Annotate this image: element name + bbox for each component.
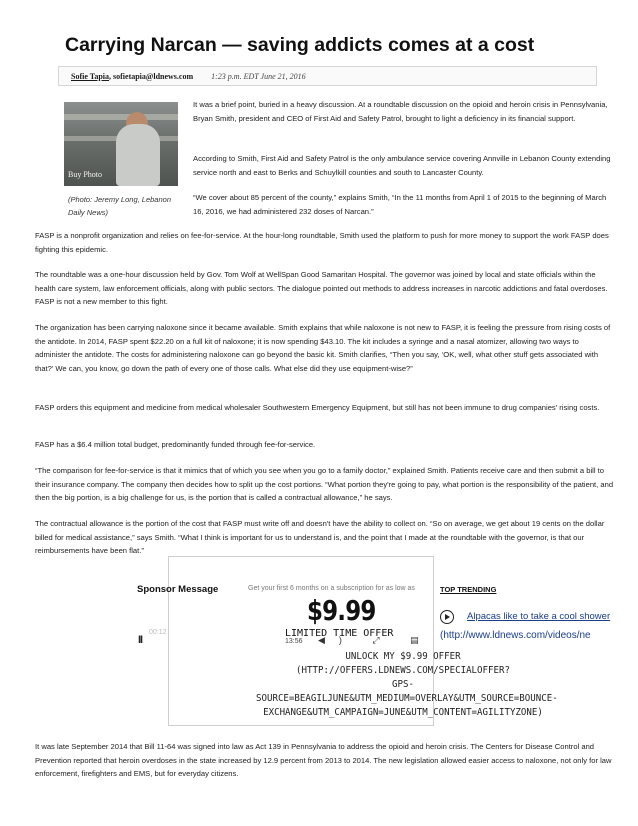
- unlock-offer-link[interactable]: [256, 650, 558, 720]
- trending-video-link[interactable]: Alpacas like to take a cool shower: [467, 611, 611, 622]
- ad-subscription-text: Get your first 6 months on a subscription for as low as: [248, 585, 415, 592]
- body-paragraph: The roundtable was a one-hour discussion held by Gov. Tom Wolf at WellSpan Good Samaritan Hospital. The governor was joined by local and state officials within the health care system, law enforcement officials, along with public sectors. The dialogue pointed out methods to address increases in narcotic addictions and fatal overdoses. FASP is not a new member to this fight.: [35, 270, 608, 306]
- ad-controls-icons[interactable]: ◀) ⤢ ▤: [318, 635, 433, 645]
- buy-photo-link[interactable]: Buy Photo: [68, 170, 103, 179]
- unlock-line: SOURCE=BEAGILJUNE&UTM_MEDIUM=OVERLAY&UTM_SOURCE=BOUNCE-: [256, 693, 558, 704]
- pause-icon[interactable]: II: [138, 634, 143, 646]
- ad-remaining-time: 13:56: [285, 638, 303, 645]
- top-trending-label[interactable]: TOP TRENDING: [440, 585, 497, 594]
- author-email[interactable]: , sofietapia@ldnews.com: [109, 72, 194, 81]
- intro-paragraph: According to Smith, First Aid and Safety Patrol is the only ambulance service covering Annville in Lebanon County extending service north and east to Berks and Schuylkill counties and south to Lancaster County.: [193, 154, 611, 177]
- unlock-line: UNLOCK MY $9.99 OFFER: [345, 651, 461, 662]
- closing-paragraph: It was late September 2014 that Bill 11-64 was signed into law as Act 139 in Pennsylvania to address the opioid and heroin crisis. The Centers for Disease Control and Prevention reported that heroin overdoses in the state increased by 12.9 percent from 2013 to 2014. The new legislation allowed easier access to naloxone, not only for law enforcement, firefighters and EMS, but for everyday citizens.: [35, 742, 612, 778]
- article-photo[interactable]: [64, 102, 178, 186]
- body-paragraph: FASP is a nonprofit organization and relies on fee-for-service. At the hour-long roundtable, Smith used the platform to push for more money to support the work FASP does fighting this epidemic.: [35, 231, 609, 254]
- publish-date: 1:23 p.m. EDT June 21, 2016: [211, 72, 306, 81]
- body-paragraph: FASP has a $6.4 million total budget, predominantly funded through fee-for-service.: [35, 440, 316, 449]
- play-icon[interactable]: [440, 610, 454, 624]
- body-paragraph: The contractual allowance is the portion of the cost that FASP must write off and doesn't have the ability to collect on. “So on average, we get about 19 cents on the dollar billed for medical assistance,” says Smith. “What I think is important for us to understand is, and the point that I made at the roundtable with the governor, is that our reimbursements have been flat.”: [35, 519, 605, 555]
- author-link[interactable]: Sofie Tapia: [71, 72, 110, 81]
- trending-video-url[interactable]: (http://www.ldnews.com/videos/ne: [440, 630, 591, 641]
- byline: [58, 66, 597, 86]
- sponsor-label: Sponsor Message: [137, 584, 219, 595]
- photo-person-body: [116, 124, 160, 186]
- body-paragraph: FASP orders this equipment and medicine from medical wholesaler Southwestern Emergency Equipment, but still has not been immune to drug companies' rising costs.: [35, 403, 600, 412]
- ad-elapsed-time: 00:12: [149, 629, 167, 636]
- intro-paragraph: It was a brief point, buried in a heavy discussion. At a roundtable discussion on the opioid and heroin crisis in Pennsylvania, Bryan Smith, president and CEO of First Aid and Safety Patrol, brought to light a deficiency in its financial support.: [193, 100, 608, 123]
- body-paragraph: “The comparison for fee-for-service is that it mimics that of which you see when you go to a family doctor,” explained Smith. Patients receive care and then submit a bill to their insurance company. The company then decides how to split up the cost portions. “What portion they're going to pay, what portion is the responsibility of the patient, and then the big portion, is a big challenge for us, is the portion that is called a contractual allowance,” he says.: [35, 466, 614, 502]
- photo-shelf: [64, 114, 178, 120]
- photo-caption: (Photo: Jeremy Long, Lebanon Daily News): [68, 195, 171, 217]
- intro-paragraph: “We cover about 85 percent of the county,” explains Smith, “In the 11 months from April 1 of 2015 to the beginning of March 16, 2016, we had administered 232 doses of Narcan.”: [193, 193, 607, 216]
- ad-offer: LIMITED TIME OFFER: [285, 628, 394, 639]
- unlock-line: EXCHANGE&UTM_CAMPAIGN=JUNE&UTM_CONTENT=AGILITYZONE): [263, 707, 543, 718]
- article-headline: Carrying Narcan — saving addicts comes at a cost: [65, 34, 535, 56]
- unlock-line: GPS-: [392, 679, 414, 690]
- ad-price[interactable]: $9.99: [307, 594, 376, 627]
- unlock-line: (HTTP://OFFERS.LDNEWS.COM/SPECIALOFFER?: [296, 665, 510, 676]
- body-paragraph: The organization has been carrying naloxone since it became available. Smith explains that while naloxone is not new to FASP, it is feeling the pressure from rising costs of the antidote. In 2014, FASP spent $22.20 on a full kit of naloxone; it is now spending $43.10. The kit includes a syringe and a nasal atomizer, allowing two ways to administer the antidote. The costs for administering naloxone can go beyond the basic kit. Smith clarifies, “Then you say, ‘OK, well, what other stuff gets associated with that?’ We can, you know, go down the path of every one of those calls. What else did they use equipment-wise?”: [35, 323, 611, 373]
